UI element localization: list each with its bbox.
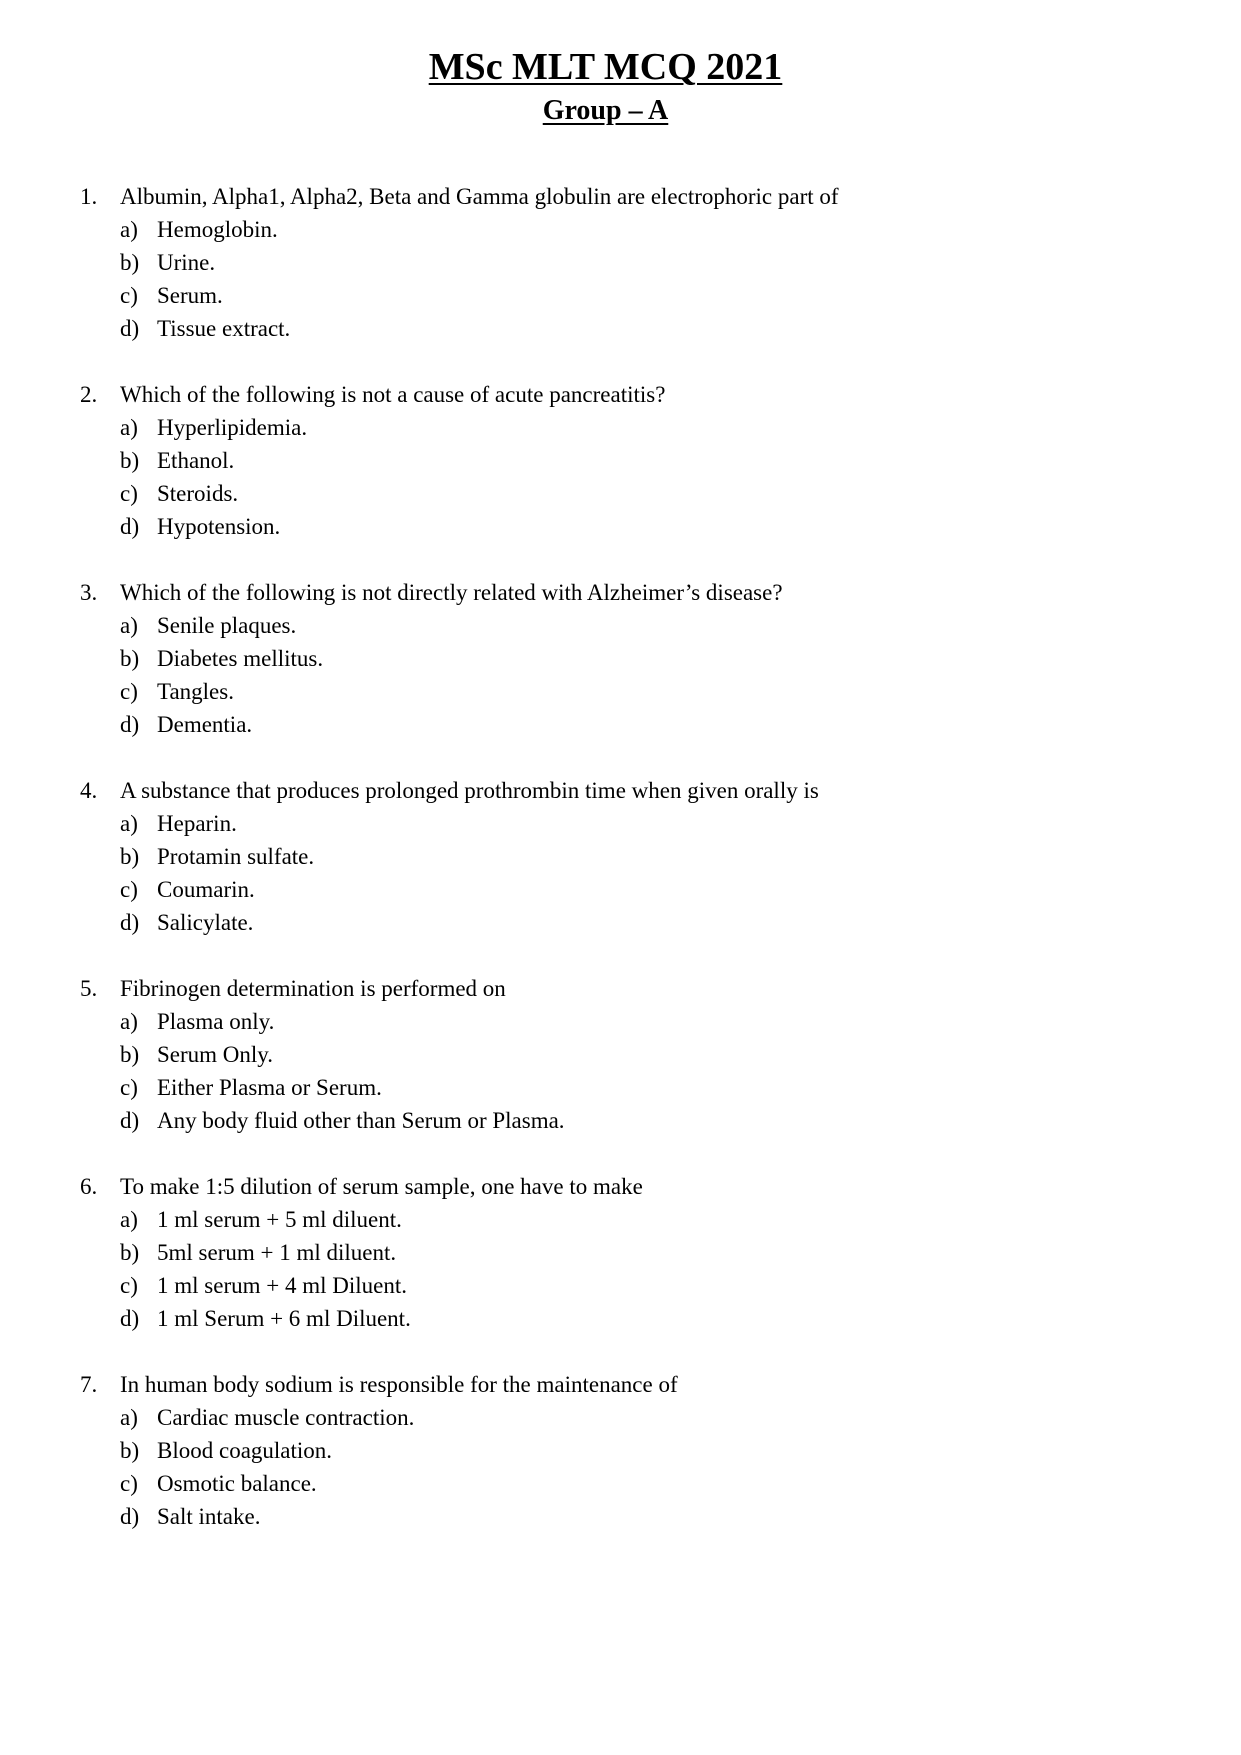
option-text: Tangles. [157,679,234,704]
option-letter: c) [120,1075,138,1100]
option-list [120,609,323,741]
option-letter: b) [120,646,140,671]
question-stem [80,774,819,807]
option-letter: a) [120,1207,138,1232]
option-list [120,1005,565,1137]
option-letter: d) [120,1306,140,1331]
question-text: A substance that produces prolonged prothrombin time when given orally is [120,778,819,803]
question-stem [80,576,783,609]
option-a [120,1401,414,1434]
option-text: Hypotension. [157,514,281,539]
option-c [120,279,290,312]
option-list [120,807,314,939]
page-title: MSc MLT MCQ 2021 [428,46,783,88]
question-text: Which of the following is not directly related with Alzheimer’s disease? [120,580,783,605]
section-subtitle: Group – A [542,95,669,126]
question-number: 4. [80,778,98,803]
question-5 [0,972,1241,1170]
option-letter: c) [120,1471,138,1496]
question-text: To make 1:5 dilution of serum sample, one have to make [120,1174,643,1199]
option-text: Steroids. [157,481,239,506]
option-text: Ethanol. [157,448,235,473]
option-b [120,444,307,477]
option-text: Hemoglobin. [157,217,278,242]
option-b [120,840,314,873]
option-text: Either Plasma or Serum. [157,1075,382,1100]
option-letter: b) [120,1042,140,1067]
option-text: Diabetes mellitus. [157,646,324,671]
option-letter: d) [120,910,140,935]
option-text: Cardiac muscle contraction. [157,1405,415,1430]
option-text: 1 ml serum + 4 ml Diluent. [157,1273,407,1298]
option-text: 5ml serum + 1 ml diluent. [157,1240,397,1265]
option-text: Dementia. [157,712,253,737]
question-6 [0,1170,1241,1368]
question-stem [80,378,665,411]
option-c [120,1269,411,1302]
option-letter: c) [120,1273,138,1298]
option-d [120,906,314,939]
option-text: 1 ml serum + 5 ml diluent. [157,1207,402,1232]
option-letter: a) [120,811,138,836]
option-letter: b) [120,448,140,473]
option-letter: a) [120,217,138,242]
option-list [120,1203,411,1335]
option-letter: c) [120,679,138,704]
option-letter: b) [120,1438,140,1463]
option-b [120,1038,565,1071]
question-number: 6. [80,1174,98,1199]
option-list [120,411,307,543]
option-d [120,1500,414,1533]
option-text: Hyperlipidemia. [157,415,308,440]
option-letter: a) [120,613,138,638]
option-c [120,1467,414,1500]
option-d [120,708,323,741]
option-b [120,246,290,279]
option-c [120,873,314,906]
option-letter: d) [120,514,140,539]
question-list [0,180,1241,1566]
question-number: 7. [80,1372,98,1397]
option-list [120,213,290,345]
option-list [120,1401,414,1533]
option-text: Tissue extract. [157,316,291,341]
option-text: Serum Only. [157,1042,274,1067]
option-letter: b) [120,250,140,275]
option-letter: d) [120,1504,140,1529]
option-text: Senile plaques. [157,613,297,638]
option-d [120,510,307,543]
option-text: Urine. [157,250,216,275]
question-number: 5. [80,976,98,1001]
option-a [120,609,323,642]
option-letter: b) [120,1240,140,1265]
question-stem [80,1170,643,1203]
option-text: Plasma only. [157,1009,275,1034]
option-c [120,477,307,510]
option-text: Protamin sulfate. [157,844,315,869]
question-2 [0,378,1241,576]
question-text: Which of the following is not a cause of acute pancreatitis? [120,382,666,407]
option-a [120,807,314,840]
option-letter: a) [120,415,138,440]
question-text: Albumin, Alpha1, Alpha2, Beta and Gamma globulin are electrophoric part of [120,184,839,209]
question-text: Fibrinogen determination is performed on [120,976,506,1001]
option-text: Osmotic balance. [157,1471,317,1496]
option-letter: a) [120,1009,138,1034]
option-text: Blood coagulation. [157,1438,333,1463]
option-b [120,1236,411,1269]
question-number: 3. [80,580,98,605]
option-text: Salt intake. [157,1504,261,1529]
option-letter: a) [120,1405,138,1430]
option-letter: c) [120,481,138,506]
option-letter: d) [120,316,140,341]
option-text: Salicylate. [157,910,254,935]
question-number: 1. [80,184,98,209]
question-stem [80,1368,678,1401]
option-letter: c) [120,283,138,308]
option-letter: c) [120,877,138,902]
option-c [120,1071,565,1104]
option-letter: d) [120,712,140,737]
question-text: In human body sodium is responsible for the maintenance of [120,1372,678,1397]
option-d [120,312,290,345]
option-d [120,1302,411,1335]
option-c [120,675,323,708]
question-stem [80,972,506,1005]
option-b [120,642,323,675]
option-text: 1 ml Serum + 6 ml Diluent. [157,1306,411,1331]
option-text: Any body fluid other than Serum or Plasma. [157,1108,565,1133]
option-b [120,1434,414,1467]
option-d [120,1104,565,1137]
option-a [120,411,307,444]
question-4 [0,774,1241,972]
option-text: Serum. [157,283,223,308]
question-stem [80,180,839,213]
question-1 [0,180,1241,378]
option-a [120,213,290,246]
option-a [120,1005,565,1038]
option-letter: b) [120,844,140,869]
option-a [120,1203,411,1236]
question-7 [0,1368,1241,1566]
option-text: Coumarin. [157,877,255,902]
option-text: Heparin. [157,811,237,836]
question-number: 2. [80,382,98,407]
option-letter: d) [120,1108,140,1133]
question-3 [0,576,1241,774]
